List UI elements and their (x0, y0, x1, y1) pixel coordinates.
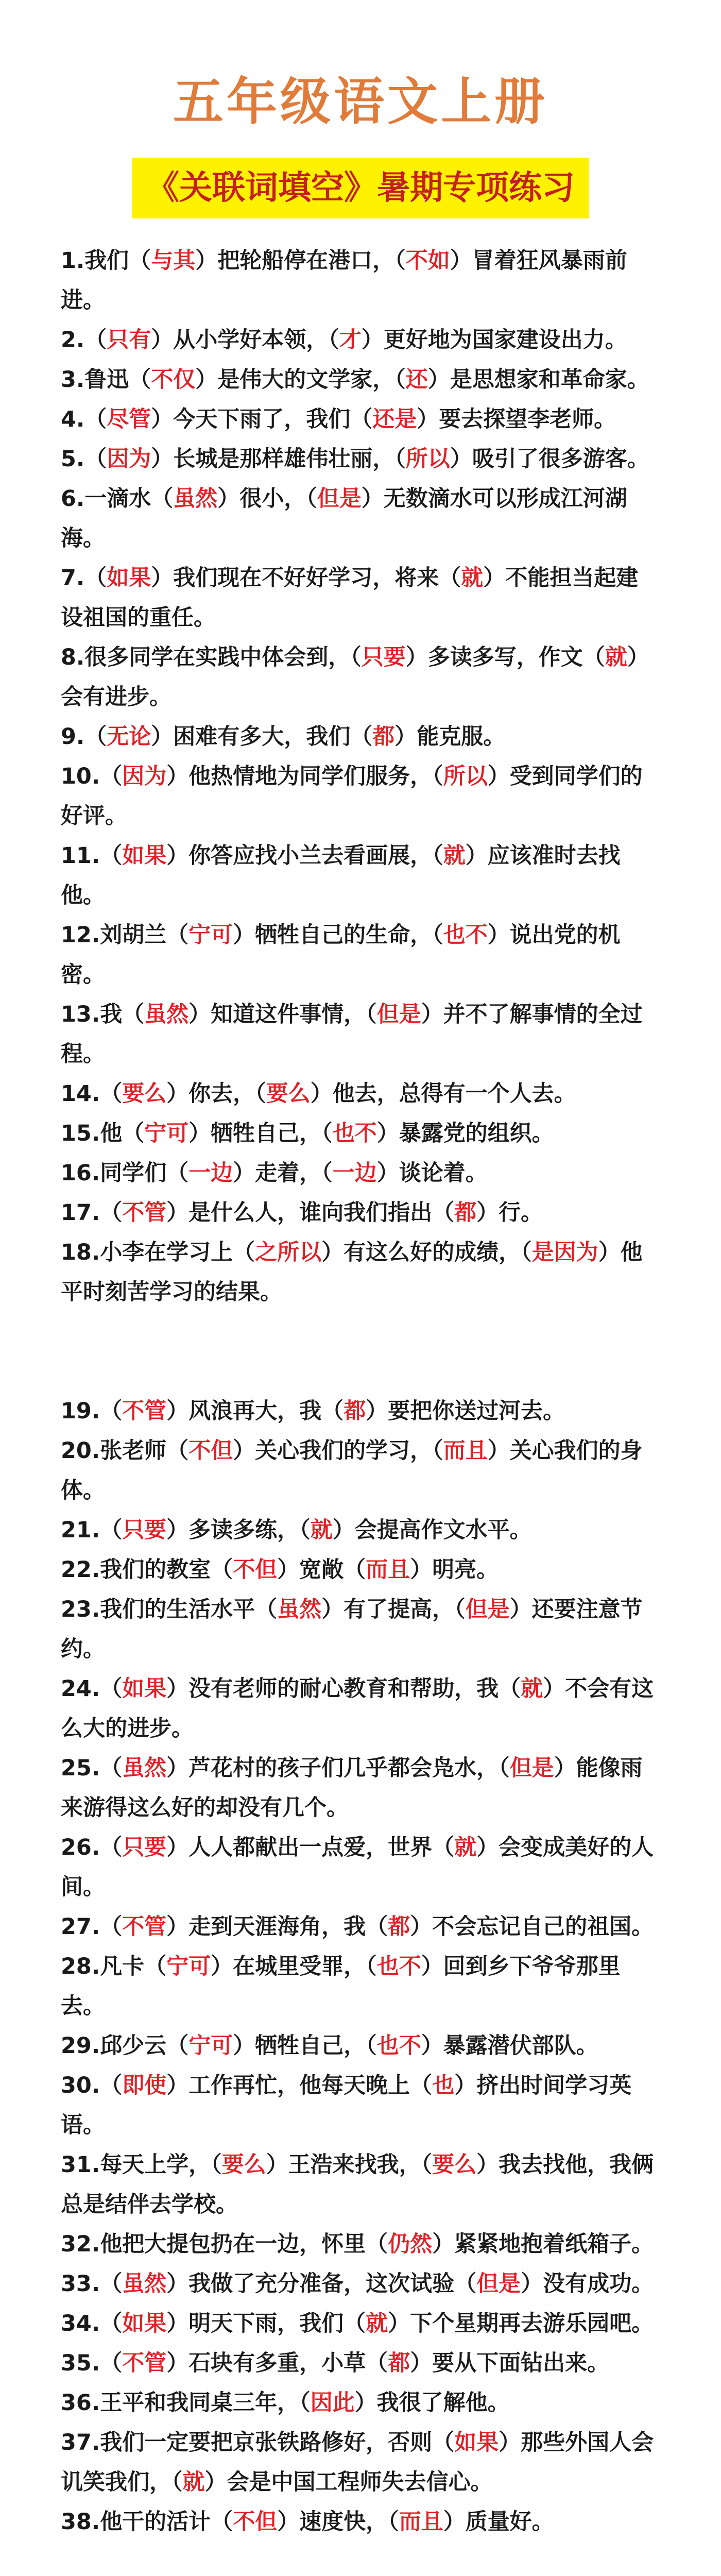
exercise-item (61, 1907, 660, 1947)
exercise-number: 24. (61, 1676, 100, 1702)
sentence-text: ）受到同学们的好评。 (61, 764, 643, 829)
exercise-number: 26. (61, 1835, 100, 1860)
answer-keyword: 如果 (122, 2311, 167, 2336)
answer-keyword: 要么 (432, 2152, 477, 2178)
answer-keyword: 就 (182, 2469, 205, 2495)
exercise-number: 38. (61, 2509, 100, 2535)
sentence-text: ）有这么好的成绩，（ (321, 1240, 532, 1265)
sentence-text: ）会提高作文水平。 (332, 1517, 532, 1543)
sentence-text: （ (100, 1835, 123, 1860)
sentence-text: ）我做了充分准备，这次试验（ (166, 2271, 477, 2297)
sentence-text: （ (100, 1081, 123, 1107)
exercise-item (61, 400, 660, 439)
sentence-text: ）明亮。 (410, 1557, 499, 1583)
exercise-item (61, 836, 660, 916)
answer-keyword: 但是 (317, 486, 362, 512)
exercise-number: 28. (61, 1954, 100, 1979)
sentence-text: ）困难有多大，我们（ (151, 724, 373, 750)
sentence-text: （ (100, 1755, 123, 1781)
exercise-number: 30. (61, 2073, 100, 2098)
sentence-text: ）牺牲自己，（ (188, 1121, 333, 1146)
sentence-text: ）人人都献出一点爱，世界（ (166, 1835, 455, 1860)
exercise-number: 18. (61, 1240, 100, 1265)
answer-keyword: 一边 (188, 1160, 233, 1186)
answer-keyword: 但是 (509, 1755, 554, 1781)
sentence-text: ）能像雨来游得这么好的却没有几个。 (61, 1755, 643, 1821)
answer-keyword: 因为 (107, 446, 151, 472)
sentence-text: （ (84, 446, 107, 472)
sentence-text: ）知道这件事情，（ (188, 1002, 377, 1027)
sentence-text: 一滴水（ (84, 486, 174, 512)
answer-keyword: 不但 (233, 1557, 278, 1583)
sentence-text: ）能克服。 (394, 724, 506, 750)
sentence-text: 刘胡兰（ (100, 922, 189, 948)
exercise-item (61, 1947, 660, 2026)
exercise-number: 10. (61, 764, 100, 789)
exercise-item (61, 2026, 660, 2066)
sentence-text: 很多同学在实践中体会到，（ (84, 645, 362, 670)
sentence-text: ）很小，（ (217, 486, 317, 512)
exercise-item (61, 1193, 660, 1233)
subtitle-banner (61, 158, 660, 218)
answer-keyword: 如果 (107, 565, 151, 591)
sentence-text: ）会变成美好的人间。 (61, 1835, 654, 1900)
exercise-item (61, 638, 660, 717)
sentence-text: 他把大提包扔在一边，怀里（ (100, 2231, 388, 2257)
sentence-text: ）下个星期再去游乐园吧。 (388, 2311, 654, 2336)
exercise-item (61, 2304, 660, 2344)
sentence-text: ）是思想家和革命家。 (427, 367, 649, 393)
answer-keyword: 虽然 (122, 2271, 167, 2297)
answer-keyword: 是因为 (531, 1240, 598, 1265)
sentence-text: （ (100, 1914, 123, 1940)
answer-keyword: 虽然 (173, 486, 218, 512)
exercise-item (61, 995, 660, 1074)
answer-keyword: 只有 (107, 327, 151, 353)
sentence-text: ）挤出时间学习英语。 (61, 2073, 632, 2138)
sentence-text: ）那些外国人会讥笑我们，（ (61, 2430, 654, 2495)
exercise-item (61, 1550, 660, 1590)
sentence-text: 我（ (100, 1002, 145, 1027)
answer-keyword: 但是 (376, 1002, 421, 1027)
sentence-text: ）不会有这么大的进步。 (61, 1676, 654, 1741)
answer-keyword: 也不 (443, 922, 488, 948)
exercise-number: 13. (61, 1002, 100, 1027)
answer-keyword: 都 (372, 724, 395, 750)
sentence-text: （ (100, 2271, 123, 2297)
sentence-text: （ (100, 2073, 123, 2098)
sentence-text: （ (100, 1676, 123, 1702)
sentence-text: ）风浪再大，我（ (166, 1398, 344, 1424)
answer-keyword: 才 (339, 327, 362, 353)
sentence-text: （ (100, 1200, 123, 1226)
answer-keyword: 只要 (122, 1835, 167, 1860)
sentence-text: ）走到天涯海角，我（ (166, 1914, 388, 1940)
sentence-text: 我们一定要把京张铁路修好，否则（ (100, 2430, 455, 2455)
answer-keyword: 不管 (122, 2350, 167, 2376)
answer-keyword: 即使 (122, 2073, 167, 2098)
sentence-text: ）他去，总得有一个人去。 (310, 1081, 576, 1107)
exercise-item (61, 1749, 660, 1828)
exercise-number: 11. (61, 843, 100, 869)
sentence-text: 同学们（ (100, 1160, 189, 1186)
sentence-text: ）质量好。 (443, 2509, 554, 2535)
answer-keyword: 不管 (122, 1914, 167, 1940)
exercise-number: 20. (61, 1438, 100, 1464)
exercise-item (61, 360, 660, 400)
sentence-text: ）在城里受罪，（ (211, 1954, 377, 1979)
answer-keyword: 不仅 (151, 367, 196, 393)
answer-keyword: 只要 (122, 1517, 167, 1543)
exercise-item (61, 320, 660, 360)
exercise-number: 7. (61, 565, 85, 591)
sentence-text: ）关心我们的身体。 (61, 1438, 643, 1503)
answer-keyword: 就 (310, 1517, 333, 1543)
exercise-number: 1. (61, 248, 85, 274)
sentence-text: ）我去找他，我俩总是结伴去学校。 (61, 2152, 654, 2217)
exercise-item (61, 2344, 660, 2383)
answer-keyword: 虽然 (122, 1755, 167, 1781)
answer-keyword: 不如 (405, 248, 450, 274)
exercise-number: 4. (61, 406, 85, 432)
answer-keyword: 尽管 (107, 406, 151, 432)
exercise-number: 29. (61, 2033, 100, 2059)
answer-keyword: 而且 (399, 2509, 443, 2535)
sentence-text: ）要去探望李老师。 (417, 406, 616, 432)
answer-keyword: 都 (388, 1914, 410, 1940)
exercise-number: 22. (61, 1557, 100, 1583)
answer-keyword: 还是 (372, 406, 417, 432)
sentence-text: ）会是中国工程师失去信心。 (204, 2469, 493, 2495)
sentence-text: ）是伟大的文学家，（ (195, 367, 406, 393)
sentence-text: 王平和我同桌三年，（ (100, 2390, 311, 2416)
exercise-item (61, 1669, 660, 1749)
exercise-number: 2. (61, 327, 85, 353)
exercise-item (61, 241, 660, 320)
page-subtitle: 《关联词填空》暑期专项练习 (132, 158, 589, 218)
exercise-item (61, 1154, 660, 1193)
sentence-text: ）无数滴水可以形成江河湖海。 (61, 486, 627, 551)
answer-keyword: 一边 (332, 1160, 377, 1186)
exercise-item (61, 2225, 660, 2264)
sentence-text: （ (84, 565, 107, 591)
answer-keyword: 所以 (443, 764, 488, 789)
sentence-text: ）走着，（ (233, 1160, 333, 1186)
sentence-text: 我们（ (84, 248, 151, 274)
answer-keyword: 不管 (122, 1200, 167, 1226)
exercise-number: 17. (61, 1200, 100, 1226)
exercise-number: 34. (61, 2311, 100, 2336)
exercise-number: 31. (61, 2152, 100, 2178)
sentence-text: ）暴露党的组织。 (376, 1121, 554, 1146)
answer-keyword: 所以 (405, 446, 450, 472)
exercise-item (61, 1392, 660, 1431)
sentence-text: ）有了提高，（ (321, 1597, 466, 1622)
exercise-number: 32. (61, 2231, 100, 2257)
sentence-text: ）并不了解事情的全过程。 (61, 1002, 643, 1067)
answer-keyword: 就 (605, 645, 627, 670)
sentence-text: 他（ (100, 1121, 145, 1146)
exercise-number: 14. (61, 1081, 100, 1107)
exercise-number: 33. (61, 2271, 100, 2297)
sentence-text: ）还要注意节约。 (61, 1597, 643, 1662)
sentence-text: ）要把你送过河去。 (366, 1398, 565, 1424)
sentence-text: ）没有老师的耐心教育和帮助，我（ (166, 1676, 521, 1702)
exercise-item (61, 717, 660, 757)
sentence-text: （ (100, 843, 123, 869)
answer-keyword: 也不 (332, 1121, 377, 1146)
sentence-text: ）石块有多重，小草（ (166, 2350, 388, 2376)
sentence-text: ）是什么人，谁向我们指出（ (166, 1200, 455, 1226)
sentence-text: （ (100, 2350, 123, 2376)
exercise-list (61, 241, 660, 2576)
sentence-text: ）说出党的机密。 (61, 922, 621, 988)
sentence-text: ）牺牲自己的生命，（ (233, 922, 443, 948)
exercise-item (61, 1431, 660, 1511)
answer-keyword: 如果 (122, 843, 167, 869)
sentence-text: 邱少云（ (100, 2033, 189, 2059)
sentence-text: ）吸引了很多游客。 (450, 446, 649, 472)
answer-keyword: 宁可 (188, 922, 233, 948)
exercise-number: 21. (61, 1517, 100, 1543)
exercise-number: 16. (61, 1160, 100, 1186)
answer-keyword: 就 (454, 1835, 477, 1860)
sentence-text: ）我们现在不好好学习，将来（ (151, 565, 461, 591)
exercise-number: 25. (61, 1755, 100, 1781)
exercise-number: 12. (61, 922, 100, 948)
sentence-text: ）不能担当起建设祖国的重任。 (61, 565, 639, 631)
exercise-number: 35. (61, 2350, 100, 2376)
sentence-text: 我们的生活水平（ (100, 1597, 278, 1622)
answer-keyword: 都 (344, 1398, 366, 1424)
answer-keyword: 因为 (122, 764, 167, 789)
exercise-item (61, 479, 660, 558)
answer-keyword: 就 (521, 1676, 543, 1702)
answer-keyword: 仍然 (388, 2231, 433, 2257)
sentence-text: ）从小学好本领，（ (151, 327, 339, 353)
answer-keyword: 因此 (310, 2390, 355, 2416)
sentence-text: ）没有成功。 (521, 2271, 654, 2297)
sentence-text: （ (84, 327, 107, 353)
sentence-text: ）你去，（ (166, 1081, 266, 1107)
answer-keyword: 与其 (151, 248, 196, 274)
answer-keyword: 虽然 (277, 1597, 322, 1622)
sentence-text: ）你答应找小兰去看画展，（ (166, 843, 443, 869)
sentence-text: （ (84, 406, 107, 432)
exercise-item (61, 1074, 660, 1114)
answer-keyword: 只要 (361, 645, 406, 670)
answer-keyword: 虽然 (144, 1002, 189, 1027)
exercise-item (61, 558, 660, 638)
answer-keyword: 也不 (376, 2033, 421, 2059)
exercise-number: 36. (61, 2390, 100, 2416)
exercise-item (61, 916, 660, 995)
exercise-item (61, 1590, 660, 1669)
answer-keyword: 而且 (443, 1438, 488, 1464)
exercise-number: 3. (61, 367, 85, 393)
answer-keyword: 而且 (366, 1557, 410, 1583)
exercise-item (61, 2423, 660, 2502)
exercise-item (61, 2264, 660, 2304)
answer-keyword: 也 (432, 2073, 455, 2098)
exercise-number: 9. (61, 724, 85, 750)
exercise-item (61, 2145, 660, 2225)
sentence-text: ）行。 (476, 1200, 543, 1226)
sentence-text: 张老师（ (100, 1438, 189, 1464)
sentence-text: ）更好地为国家建设出力。 (361, 327, 627, 353)
answer-keyword: 还 (405, 367, 428, 393)
sentence-text: ）暴露潜伏部队。 (421, 2033, 598, 2059)
sentence-text: ）关心我们的学习，（ (233, 1438, 443, 1464)
sentence-text: 我们的教室（ (100, 1557, 233, 1583)
sentence-text: ）明天下雨，我们（ (166, 2311, 366, 2336)
sentence-text: ）多读多写，作文（ (405, 645, 605, 670)
sentence-text: ）会有进步。 (61, 645, 649, 710)
exercise-number: 6. (61, 486, 85, 512)
sentence-text: ）谈论着。 (376, 1160, 488, 1186)
exercise-item (61, 1828, 660, 1907)
sentence-text: 他干的活计（ (100, 2509, 233, 2535)
answer-keyword: 就 (443, 843, 466, 869)
answer-keyword: 不但 (233, 2509, 278, 2535)
sentence-text: ）冒着狂风暴雨前进。 (61, 248, 627, 313)
sentence-text: ）他平时刻苦学习的结果。 (61, 1240, 643, 1305)
sentence-text: （ (100, 764, 123, 789)
exercise-number: 8. (61, 645, 85, 670)
answer-keyword: 都 (454, 1200, 477, 1226)
sentence-text: ）今天下雨了，我们（ (151, 406, 373, 432)
sentence-text: ）长城是那样雄伟壮丽，（ (151, 446, 406, 472)
answer-keyword: 要么 (122, 1081, 167, 1107)
sentence-text: 鲁迅（ (84, 367, 151, 393)
exercise-number: 5. (61, 446, 85, 472)
sentence-text: （ (100, 1517, 123, 1543)
sentence-text: ）我很了解他。 (354, 2390, 510, 2416)
sentence-text: ）速度快，（ (277, 2509, 399, 2535)
sentence-text: ）多读多练，（ (166, 1517, 311, 1543)
exercise-number: 19. (61, 1398, 100, 1424)
answer-keyword: 但是 (476, 2271, 521, 2297)
answer-keyword: 不但 (188, 1438, 233, 1464)
answer-keyword: 如果 (122, 1676, 167, 1702)
sentence-text: 每天上学，（ (100, 2152, 222, 2178)
answer-keyword: 宁可 (188, 2033, 233, 2059)
sentence-text: ）要从下面钻出来。 (410, 2350, 610, 2376)
sentence-text: ）把轮船停在港口，（ (195, 248, 406, 274)
sentence-text: （ (100, 2311, 123, 2336)
exercise-number: 23. (61, 1597, 100, 1622)
page-title: 五年级语文上册 (173, 73, 548, 131)
sentence-text: 小李在学习上（ (100, 1240, 255, 1265)
exercise-item (61, 1114, 660, 1154)
answer-keyword: 如果 (454, 2430, 499, 2455)
exercise-item (61, 1233, 660, 1312)
sentence-text: ）回到乡下爷爷那里去。 (61, 1954, 621, 2019)
answer-keyword: 之所以 (255, 1240, 322, 1265)
answer-keyword: 都 (388, 2350, 410, 2376)
sentence-text: ）紧紧地抱着纸箱子。 (432, 2231, 654, 2257)
answer-keyword: 无论 (107, 724, 151, 750)
answer-keyword: 就 (461, 565, 484, 591)
sentence-text: （ (100, 1398, 123, 1424)
exercise-item (61, 1511, 660, 1550)
sentence-text: ）他热情地为同学们服务，（ (166, 764, 443, 789)
exercise-number: 37. (61, 2430, 100, 2455)
exercise-item (61, 2502, 660, 2542)
sentence-text: ）芦花村的孩子们几乎都会凫水，（ (166, 1755, 510, 1781)
sentence-text: ）王浩来找我，（ (266, 2152, 433, 2178)
exercise-item (61, 439, 660, 479)
sentence-text: ）宽敞（ (277, 1557, 366, 1583)
answer-keyword: 不管 (122, 1398, 167, 1424)
exercise-item (61, 2066, 660, 2145)
sentence-text: 凡卡（ (100, 1954, 167, 1979)
sentence-text: ）牺牲自己，（ (233, 2033, 377, 2059)
sentence-text: ）不会忘记自己的祖国。 (410, 1914, 654, 1940)
exercise-item (61, 757, 660, 836)
answer-keyword: 也不 (376, 1954, 421, 1979)
answer-keyword: 要么 (221, 2152, 266, 2178)
answer-keyword: 要么 (266, 1081, 311, 1107)
exercise-number: 15. (61, 1121, 100, 1146)
answer-keyword: 宁可 (144, 1121, 189, 1146)
answer-keyword: 就 (366, 2311, 388, 2336)
exercise-number: 27. (61, 1914, 100, 1940)
sentence-text: ）应该准时去找他。 (61, 843, 621, 908)
sentence-text: ）工作再忙，他每天晚上（ (166, 2073, 433, 2098)
sentence-text: （ (84, 724, 107, 750)
answer-keyword: 宁可 (166, 1954, 211, 1979)
answer-keyword: 但是 (465, 1597, 510, 1622)
exercise-item (61, 2383, 660, 2423)
